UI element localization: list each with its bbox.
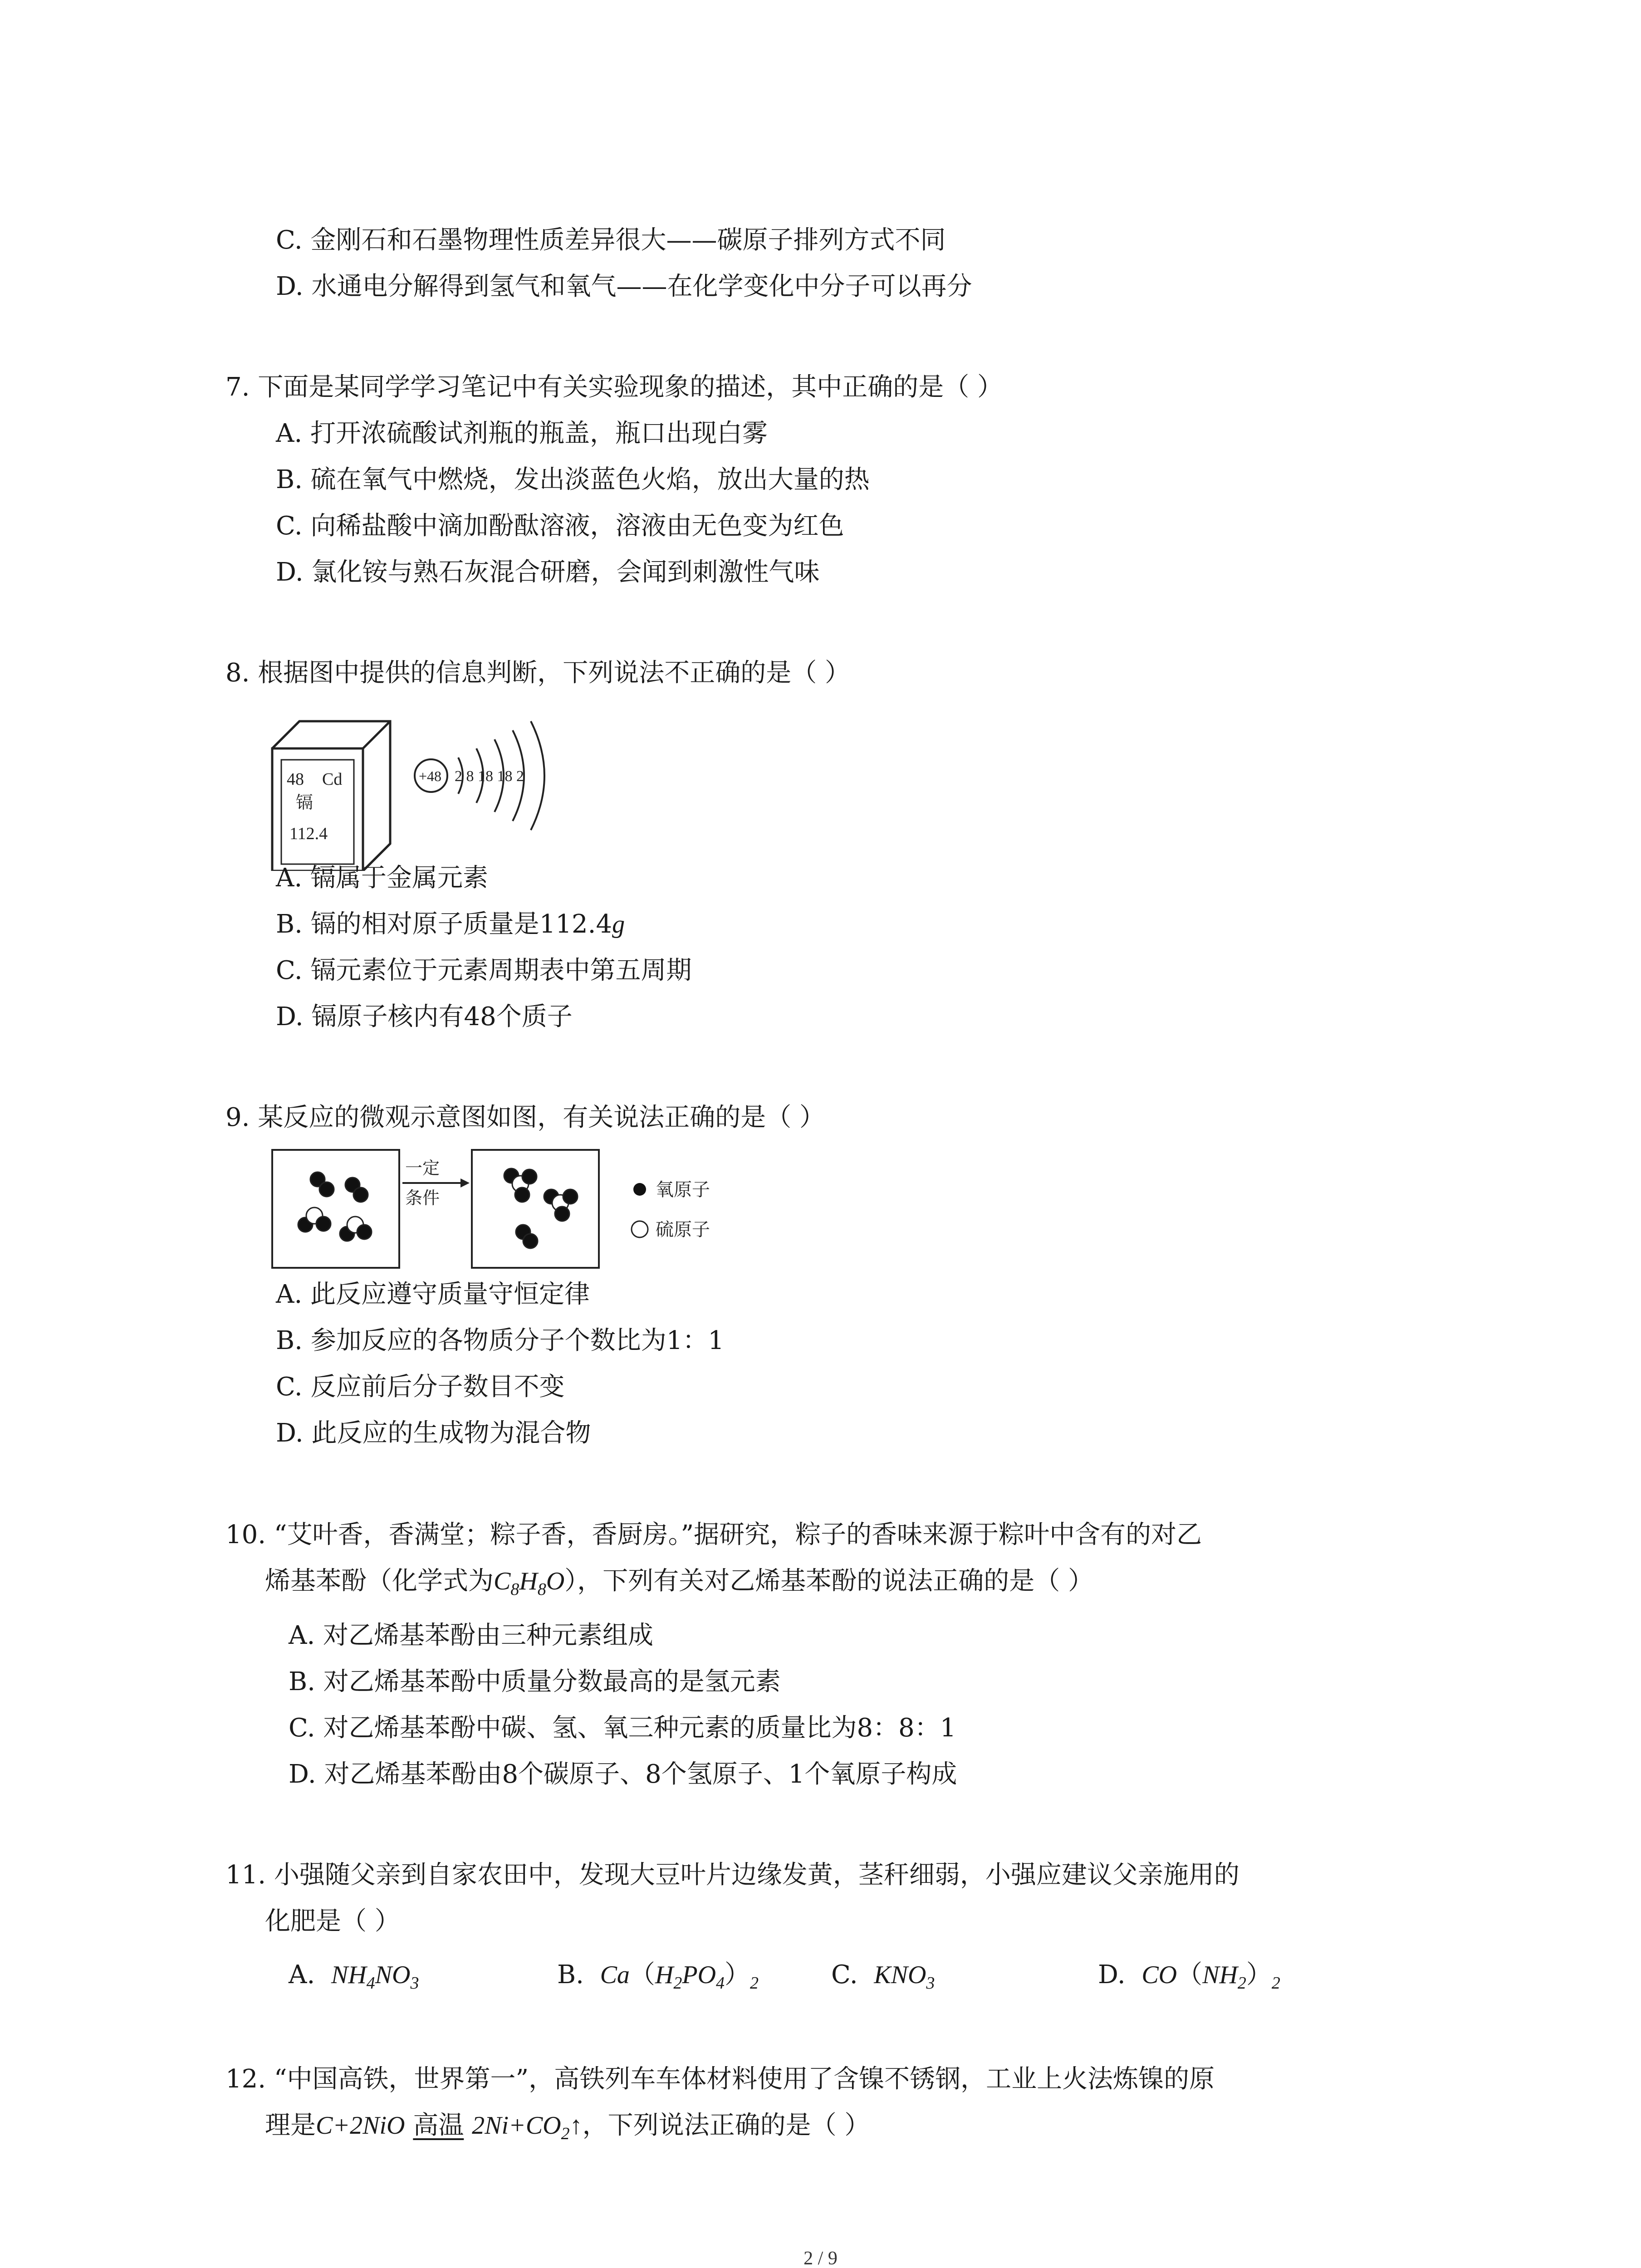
q7-option-b: B. 硫在氧气中燃烧，发出淡蓝色火焰，放出大量的热 (276, 465, 870, 494)
q8-option-b (276, 908, 625, 941)
q12-stem-line2 (265, 2109, 870, 2150)
q9-option-d: D. 此反应的生成物为混合物 (276, 1418, 591, 1448)
q7-option-a: A. 打开浓硫酸试剂瓶的瓶盖，瓶口出现白雾 (276, 419, 768, 448)
q12-reactants: C+2NiO (316, 2112, 405, 2140)
reactants-box (272, 1150, 399, 1268)
q11-stem-line2: 化肥是（ ） (265, 1906, 400, 1936)
q10-line2-pre: 烯基苯酚（化学式为 (265, 1566, 494, 1596)
q10-line2-post: ），下列有关对乙烯基苯酚的说法正确的是（ ） (564, 1566, 1094, 1596)
q8-option-c: C. 镉元素位于元素周期表中第五周期 (276, 956, 692, 985)
q7-option-d: D. 氯化铵与熟石灰混合研磨，会闻到刺激性气味 (276, 557, 820, 587)
q12-condition: 高温 (413, 2111, 464, 2140)
q11-a-label: A. (289, 1960, 315, 1989)
atomic-mass: 112.4 (289, 824, 328, 843)
oxygen-legend-dot (633, 1183, 646, 1196)
q9-stem: 9. 某反应的微观示意图如图，有关说法正确的是（ ） (225, 1103, 825, 1132)
sulfur-legend-dot (632, 1221, 648, 1237)
products-box (472, 1150, 599, 1268)
q9-option-b: B. 参加反应的各物质分子个数比为1：1 (276, 1326, 725, 1355)
legend-oxygen-label: 氧原子 (656, 1179, 710, 1200)
q12-line2-pre: 理是 (265, 2111, 316, 2140)
arrow-condition-bottom: 条件 (405, 1188, 440, 1208)
reaction-diagram (270, 1148, 760, 1275)
q6-option-c: C. 金刚石和石墨物理性质差异很大——碳原子排列方式不同 (276, 225, 946, 255)
q10-stem-line1: 10. “艾叶香，香满堂；粽子香，香厨房。”据研究，粽子的香味来源于粽叶中含有的对乙 (225, 1520, 1202, 1549)
q8-option-b-unit: g (612, 910, 625, 938)
q8-stem: 8. 根据图中提供的信息判断，下列说法不正确的是（ ） (225, 658, 851, 688)
q12-products: $2Ni+CO_2↑$ (472, 2112, 583, 2143)
atomic-number: 48 (287, 770, 304, 789)
arrow-head (460, 1178, 470, 1188)
q10-option-c: C. 对乙烯基苯酚中碳、氢、氧三种元素的质量比为8：8：1 (289, 1713, 956, 1743)
arrow-condition-top: 一定 (405, 1158, 440, 1178)
q11-b-label: B. (557, 1960, 584, 1989)
q11-d-label: D. (1098, 1960, 1126, 1989)
q11-option-b: B. $Ca(H_2PO_4)_2$ (557, 1960, 759, 1993)
q7-option-c: C. 向稀盐酸中滴加酚酞溶液，溶液由无色变为红色 (276, 511, 844, 541)
q8-option-b-text: B. 镉的相对原子质量是112.4 (276, 909, 612, 939)
q12-stem-line1: 12. “中国高铁，世界第一”，高铁列车车体材料使用了含镍不锈钢，工业上火法炼镍的原 (225, 2064, 1215, 2094)
q10-stem-line2 (265, 1565, 1093, 1606)
legend-sulfur-label: 硫原子 (656, 1219, 710, 1240)
cadmium-figure (268, 708, 594, 871)
q12-line2-post: ，下列说法正确的是（ ） (582, 2111, 870, 2140)
q11-option-d: D. $CO(NH_2)_2$ (1098, 1960, 1280, 1993)
element-name: 镉 (296, 792, 314, 812)
q6-option-d: D. 水通电分解得到氢气和氧气——在化学变化中分子可以再分 (276, 272, 972, 301)
q10-option-b: B. 对乙烯基苯酚中质量分数最高的是氢元素 (289, 1667, 781, 1696)
q11-stem-line1: 11. 小强随父亲到自家农田中，发现大豆叶片边缘发黄，茎秆细弱，小强应建议父亲施用的 (225, 1860, 1239, 1890)
element-cell (272, 721, 390, 871)
page-number: 2 / 9 (803, 2248, 838, 2268)
nucleus-charge: +48 (419, 768, 442, 784)
q7-stem: 7. 下面是某同学学习笔记中有关实验现象的描述，其中正确的是（ ） (225, 372, 1003, 402)
q11-option-a: A. $NH_4NO_3$ (289, 1960, 419, 1993)
q10-formula: $C_8H_8O$ (494, 1567, 565, 1599)
q10-option-a: A. 对乙烯基苯酚由三种元素组成 (289, 1621, 654, 1650)
q9-option-c: C. 反应前后分子数目不变 (276, 1372, 565, 1402)
atom-structure (415, 721, 544, 830)
q10-option-d: D. 对乙烯基苯酚由8个碳原子、8个氢原子、1个氧原子构成 (289, 1760, 957, 1789)
q11-c-label: C. (831, 1960, 858, 1989)
q11-option-c: C. $KNO_3$ (831, 1960, 935, 1993)
electron-shells: 2 8 18 18 2 (455, 768, 524, 785)
q9-option-a: A. 此反应遵守质量守恒定律 (276, 1280, 590, 1309)
q8-option-a: A. 镉属于金属元素 (276, 863, 489, 893)
q8-option-d: D. 镉原子核内有48个质子 (276, 1002, 573, 1031)
element-symbol: Cd (322, 770, 343, 789)
